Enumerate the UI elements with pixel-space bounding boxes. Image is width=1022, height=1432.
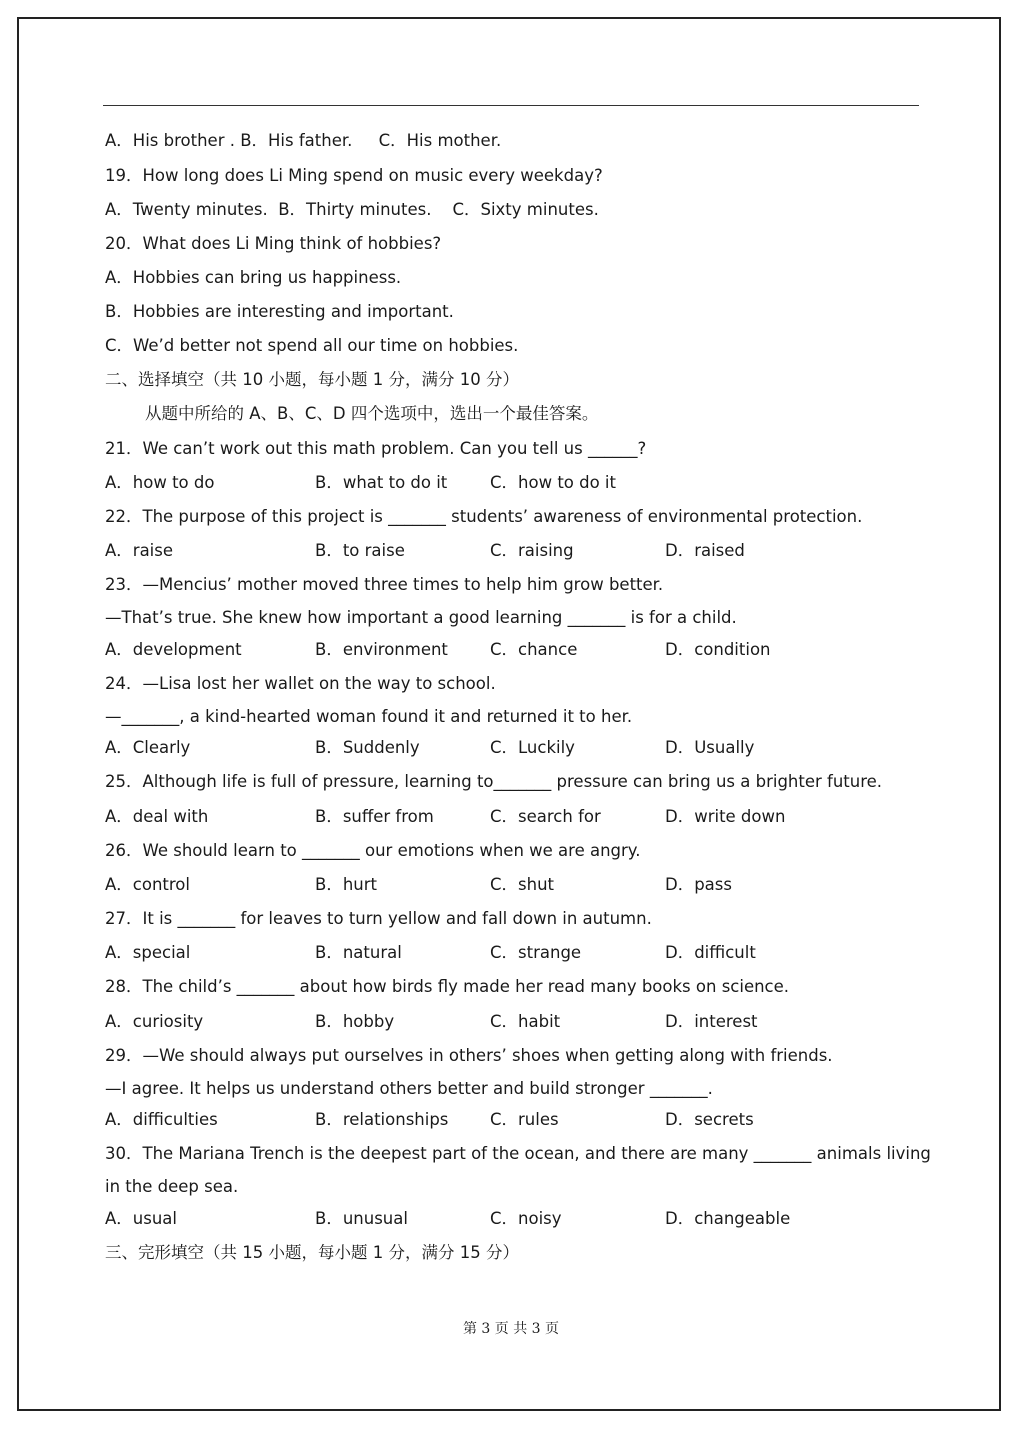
answer-option: D．raised <box>665 541 745 560</box>
text-line: 从题中所给的 A、B、C、D 四个选项中，选出一个最佳答案。 <box>145 404 599 423</box>
answer-option: B．hurt <box>315 875 377 894</box>
answer-option: A．usual <box>105 1209 177 1228</box>
answer-option: C．search for <box>490 807 601 826</box>
text-line: 20．What does Li Ming think of hobbies? <box>105 234 442 253</box>
answer-option: D．pass <box>665 875 732 894</box>
options-row <box>105 1109 920 1131</box>
answer-option: D．Usually <box>665 738 755 757</box>
text-line: C．We’d better not spend all our time on hobbies. <box>105 336 519 355</box>
text-line: 23．—Mencius’ mother moved three times to help him grow better. <box>105 575 664 594</box>
text-line: 22．The purpose of this project is _______ students’ awareness of environmental protection. <box>105 507 863 526</box>
text-line: B．Hobbies are interesting and important. <box>105 302 454 321</box>
text-line: 三、完形填空（共 15 小题，每小题 1 分，满分 15 分） <box>105 1243 519 1262</box>
answer-option: C．raising <box>490 541 574 560</box>
answer-option: D．interest <box>665 1012 758 1031</box>
answer-option: C．rules <box>490 1110 559 1129</box>
answer-option: A．raise <box>105 541 174 560</box>
text-line: —_______, a kind-hearted woman found it and returned it to her. <box>105 707 633 726</box>
options-row <box>105 874 920 896</box>
answer-option: B．suffer from <box>315 807 434 826</box>
text-line: 二、选择填空（共 10 小题，每小题 1 分，满分 10 分） <box>105 370 519 389</box>
answer-option: A．development <box>105 640 242 659</box>
text-line: 25．Although life is full of pressure, learning to_______ pressure can bring us a brighter future. <box>105 772 883 791</box>
text-line: 24．—Lisa lost her wallet on the way to school. <box>105 674 496 693</box>
answer-option: C．chance <box>490 640 578 659</box>
options-row <box>105 737 920 759</box>
text-line: A．Hobbies can bring us happiness. <box>105 268 402 287</box>
text-line: 26．We should learn to _______ our emotions when we are angry. <box>105 841 641 860</box>
text-line: 30．The Mariana Trench is the deepest part of the ocean, and there are many _______ animals living <box>105 1144 931 1163</box>
answer-option: C．Luckily <box>490 738 575 757</box>
answer-option: B．relationships <box>315 1110 449 1129</box>
answer-option: C．how to do it <box>490 473 616 492</box>
answer-option: D．changeable <box>665 1209 791 1228</box>
options-row <box>105 806 920 828</box>
text-line: 28．The child’s _______ about how birds fly made her read many books on science. <box>105 977 790 996</box>
options-row <box>105 1011 920 1033</box>
page-footer: 第 3 页 共 3 页 <box>462 1321 560 1337</box>
answer-option: D．difficult <box>665 943 756 962</box>
answer-option: A．curiosity <box>105 1012 204 1031</box>
text-line: in the deep sea. <box>105 1177 239 1196</box>
answer-option: C．shut <box>490 875 555 894</box>
options-row <box>105 639 920 661</box>
text-line: —I agree. It helps us understand others better and build stronger _______. <box>105 1079 713 1098</box>
answer-option: A．special <box>105 943 191 962</box>
options-row <box>105 1208 920 1230</box>
text-line: A．His brother . B．His father. C．His mother. <box>105 131 502 150</box>
answer-option: A．control <box>105 875 190 894</box>
answer-option: D．secrets <box>665 1110 754 1129</box>
answer-option: B．hobby <box>315 1012 395 1031</box>
answer-option: B．to raise <box>315 541 405 560</box>
answer-option: A．Clearly <box>105 738 191 757</box>
answer-option: A．deal with <box>105 807 209 826</box>
answer-option: D．condition <box>665 640 771 659</box>
text-line: A．Twenty minutes. B．Thirty minutes. C．Sixty minutes. <box>105 200 599 219</box>
answer-option: A．difficulties <box>105 1110 218 1129</box>
text-line: 27．It is _______ for leaves to turn yellow and fall down in autumn. <box>105 909 652 928</box>
answer-option: B．natural <box>315 943 402 962</box>
text-line: 19．How long does Li Ming spend on music every weekday? <box>105 166 603 185</box>
header-rule <box>103 105 919 106</box>
answer-option: B．Suddenly <box>315 738 420 757</box>
text-line: 29．—We should always put ourselves in others’ shoes when getting along with friends. <box>105 1046 833 1065</box>
text-line: —That’s true. She knew how important a good learning _______ is for a child. <box>105 608 737 627</box>
options-row <box>105 472 920 494</box>
answer-option: B．unusual <box>315 1209 408 1228</box>
text-line: 21．We can’t work out this math problem. Can you tell us ______? <box>105 439 647 458</box>
answer-option: B．environment <box>315 640 448 659</box>
answer-option: C．strange <box>490 943 582 962</box>
answer-option: B．what to do it <box>315 473 448 492</box>
answer-option: A．how to do <box>105 473 215 492</box>
answer-option: D．write down <box>665 807 786 826</box>
options-row <box>105 540 920 562</box>
answer-option: C．noisy <box>490 1209 562 1228</box>
options-row <box>105 942 920 964</box>
answer-option: C．habit <box>490 1012 561 1031</box>
